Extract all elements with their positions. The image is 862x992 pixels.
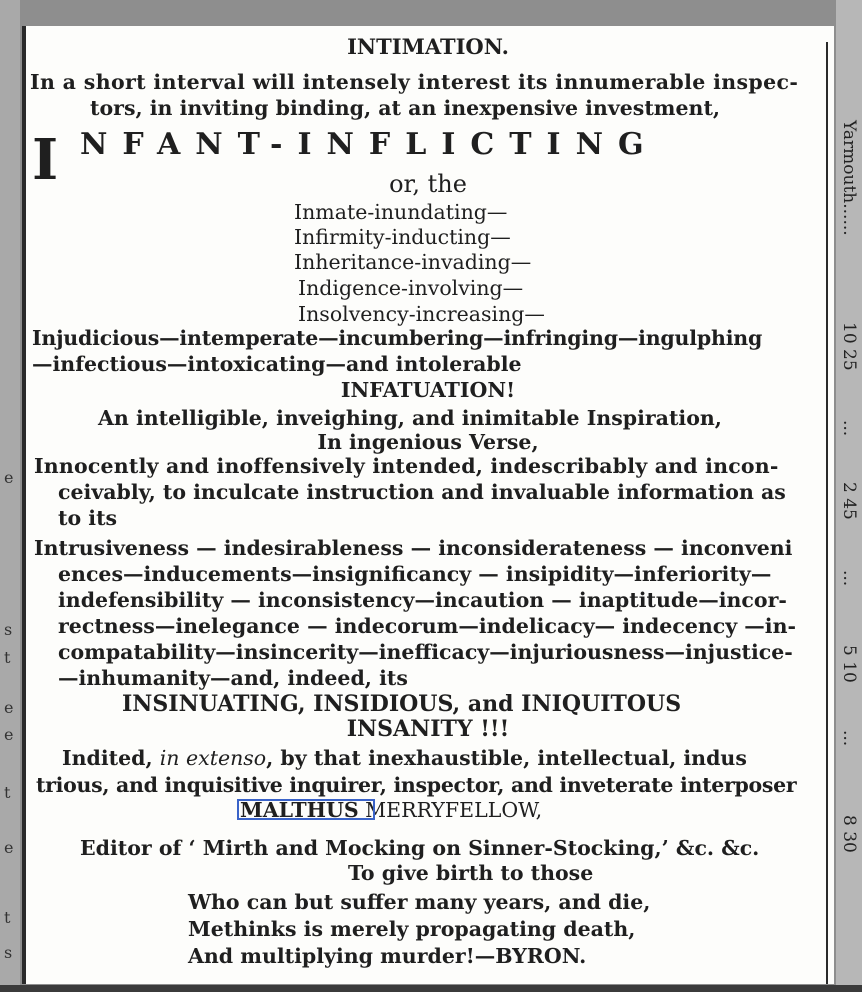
verse-line: In ingenious Verse, bbox=[317, 430, 539, 454]
list-item: Indigence-involving— bbox=[298, 276, 524, 300]
poem-line: To give birth to those bbox=[348, 861, 594, 885]
margin-fragment: e bbox=[4, 725, 14, 744]
insanity-line: INSANITY !!! bbox=[346, 716, 510, 742]
or-the: or, the bbox=[389, 170, 467, 198]
title: NFANT-INFLICTING bbox=[80, 127, 659, 162]
author-last-name: MERRYFELLOW, bbox=[358, 798, 543, 822]
side-word: Yarmouth...... bbox=[839, 120, 859, 236]
side-word: 5 10 bbox=[839, 645, 859, 683]
margin-fragment: s bbox=[4, 620, 13, 639]
text-line: Injudicious—intemperate—incumbering—infringing—ingulphing bbox=[32, 326, 763, 350]
indited-text: , by that inexhaustible, intellectual, indus bbox=[266, 746, 747, 770]
intro-line: In a short interval will intensely interest its innumerable inspec- bbox=[30, 70, 799, 94]
margin-fragment: t bbox=[4, 908, 11, 927]
poem-text: And multiplying murder!— bbox=[188, 944, 496, 968]
side-word: 8 30 bbox=[839, 815, 859, 853]
editor-line: Editor of ‘ Mirth and Mocking on Sinner-Stocking,’ &c. &c. bbox=[80, 836, 760, 860]
text-line: —inhumanity—and, indeed, its bbox=[58, 666, 408, 690]
inspiration-line: An intelligible, inveighing, and inimitable Inspiration, bbox=[98, 406, 722, 430]
poem-line: Who can but suffer many years, and die, bbox=[188, 890, 651, 914]
side-column bbox=[835, 90, 861, 970]
margin-fragment: e bbox=[4, 698, 14, 717]
side-word: ... bbox=[839, 730, 859, 747]
bottom-bar bbox=[0, 985, 862, 992]
poem-line: Methinks is merely propagating death, bbox=[188, 917, 636, 941]
selection-highlight bbox=[237, 799, 375, 820]
infatuation: INFATUATION! bbox=[340, 378, 516, 402]
text-line: Innocently and inoffensively intended, indescribably and incon- bbox=[34, 454, 779, 478]
insinuating-line: INSINUATING, INSIDIOUS, and INIQUITOUS bbox=[122, 691, 682, 717]
left-column-rule bbox=[22, 26, 26, 984]
list-item: Inheritance-invading— bbox=[294, 250, 532, 274]
margin-fragment: t bbox=[4, 783, 11, 802]
text-line: —infectious—intoxicating—and intolerable bbox=[32, 352, 522, 376]
indited-italic: in extenso bbox=[159, 746, 267, 770]
text-line: Intrusiveness — indesirableness — inconsiderateness — inconveni bbox=[34, 536, 793, 560]
indited-line bbox=[62, 748, 747, 769]
text-line: indefensibility — inconsistency—incaution — inaptitude—incor- bbox=[58, 588, 787, 612]
margin-fragment: e bbox=[4, 468, 14, 487]
author-first-name[interactable]: MALTHUS bbox=[240, 798, 359, 822]
text-line: compatability—insincerity—inefficacy—injuriousness—injustice- bbox=[58, 640, 793, 664]
heading: INTIMATION. bbox=[347, 34, 509, 59]
margin-fragment: e bbox=[4, 838, 14, 857]
list-item: Infirmity-inducting— bbox=[294, 225, 511, 249]
title-initial: I bbox=[32, 127, 59, 193]
list-item: Insolvency-increasing— bbox=[298, 302, 545, 326]
margin-fragment: t bbox=[4, 648, 11, 667]
indited-line-2: trious, and inquisitive inquirer, inspector, and inveterate interposer bbox=[36, 773, 797, 797]
text-line: ceivably, to inculcate instruction and invaluable information as bbox=[58, 480, 786, 504]
side-word: ... bbox=[839, 570, 859, 587]
side-word: 10 25 bbox=[839, 322, 859, 371]
poem-line-last bbox=[188, 946, 586, 967]
intro-line: tors, in inviting binding, at an inexpensive investment, bbox=[90, 96, 721, 120]
list-item: Inmate-inundating— bbox=[294, 200, 508, 224]
text-line: rectness—inelegance — indecorum—indelicacy— indecency —in- bbox=[58, 614, 796, 638]
side-word: ... bbox=[839, 420, 859, 437]
newspaper-clipping bbox=[22, 26, 834, 984]
side-word: 2 45 bbox=[839, 482, 859, 520]
byron-signature: BYRON. bbox=[495, 944, 587, 968]
indited-text: Indited, bbox=[62, 746, 160, 770]
margin-fragment: s bbox=[4, 943, 13, 962]
text-line: to its bbox=[58, 506, 118, 530]
text-line: ences—inducements—insignificancy — insipidity—inferiority— bbox=[58, 562, 772, 586]
